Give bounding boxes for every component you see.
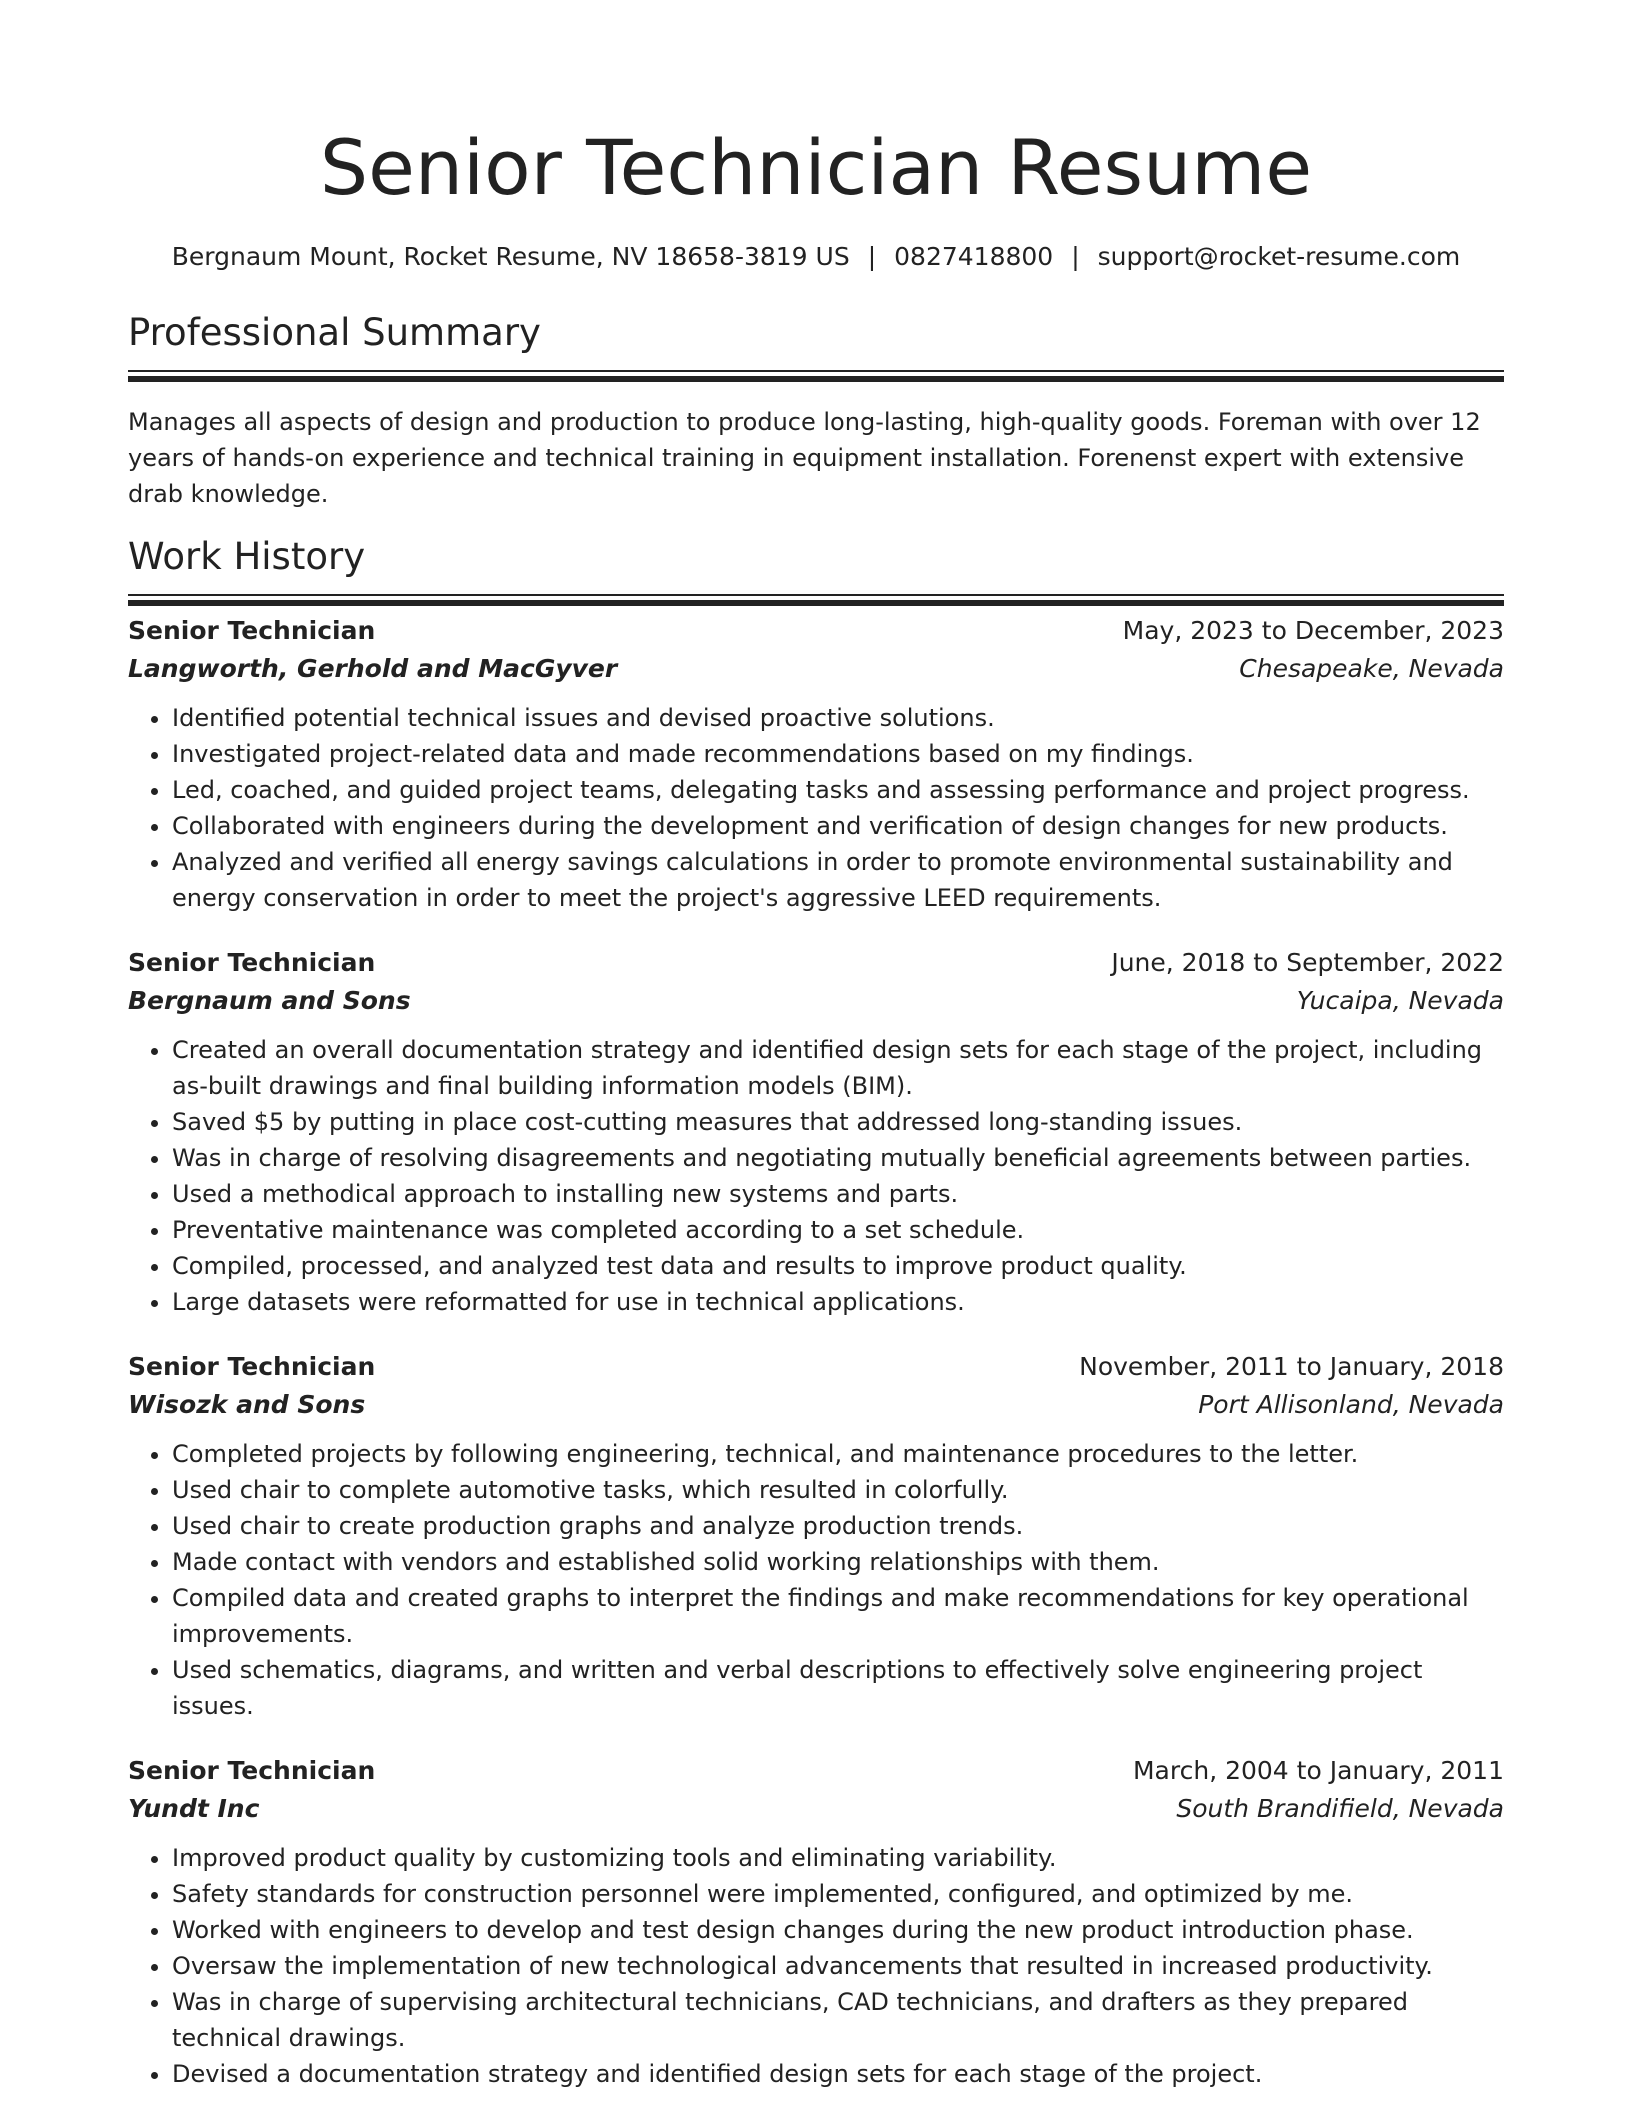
- job-duty-item: • Preventative maintenance was completed according to a set schedule.: [172, 1212, 1504, 1248]
- job-location: Chesapeake, Nevada: [1239, 654, 1504, 683]
- job-duty-item: • Was in charge of supervising architectural technicians, CAD technicians, and drafters as they prepared technical drawings.: [172, 1984, 1504, 2056]
- job-company: Wisozk and Sons: [128, 1390, 366, 1419]
- job-company: Bergnaum and Sons: [128, 986, 411, 1015]
- job-location: Port Allisonland, Nevada: [1198, 1390, 1504, 1419]
- job-duty-item: • Devised a documentation strategy and identified design sets for each stage of the project.: [172, 2056, 1504, 2092]
- contact-separator: |: [1071, 242, 1080, 271]
- job-duty-item: • Used a methodical approach to installing new systems and parts.: [172, 1176, 1504, 1212]
- job-title: Senior Technician: [128, 948, 376, 977]
- job-duty-item: • Compiled data and created graphs to interpret the findings and make recommendations for key operational improvements.: [172, 1580, 1504, 1652]
- contact-line: [128, 240, 1504, 274]
- job-duty-item: • Used chair to create production graphs and analyze production trends.: [172, 1508, 1504, 1544]
- job-duty-item: • Was in charge of resolving disagreements and negotiating mutually beneficial agreements between parties.: [172, 1140, 1504, 1176]
- job-entry: [128, 1752, 1504, 2092]
- job-entry: [128, 944, 1504, 1320]
- contact-separator: |: [867, 242, 877, 271]
- job-dates: June, 2018 to September, 2022: [1111, 948, 1504, 977]
- job-location: Yucaipa, Nevada: [1296, 986, 1504, 1015]
- job-title: Senior Technician: [128, 1352, 376, 1381]
- job-entry: [128, 1348, 1504, 1724]
- job-list: [128, 612, 1504, 2092]
- job-duties-list: [128, 700, 1504, 916]
- job-location: South Brandifield, Nevada: [1176, 1794, 1504, 1823]
- contact-phone: 0827418800: [894, 242, 1054, 271]
- job-dates: May, 2023 to December, 2023: [1122, 616, 1504, 645]
- section-heading-summary: Professional Summary: [128, 311, 541, 354]
- job-duty-item: • Investigated project-related data and made recommendations based on my findings.: [172, 736, 1504, 772]
- job-duty-item: • Oversaw the implementation of new technological advancements that resulted in increased productivity.: [172, 1948, 1504, 1984]
- job-company-row: [128, 982, 1504, 1020]
- job-duty-item: • Identified potential technical issues and devised proactive solutions.: [172, 700, 1504, 736]
- job-entry: [128, 612, 1504, 916]
- section-heading-work-history: Work History: [128, 535, 366, 578]
- job-header-row: [128, 1752, 1504, 1790]
- job-duties-list: [128, 1032, 1504, 1320]
- resume-page: [128, 118, 1504, 2092]
- job-duty-item: • Compiled, processed, and analyzed test data and results to improve product quality.: [172, 1248, 1504, 1284]
- job-title: Senior Technician: [128, 1756, 376, 1785]
- job-dates: November, 2011 to January, 2018: [1079, 1352, 1504, 1381]
- job-duty-item: • Collaborated with engineers during the development and verification of design changes for new products.: [172, 808, 1504, 844]
- job-duty-item: • Improved product quality by customizing tools and eliminating variability.: [172, 1840, 1504, 1876]
- job-duty-item: • Completed projects by following engineering, technical, and maintenance procedures to the letter.: [172, 1436, 1504, 1472]
- job-company: Langworth, Gerhold and MacGyver: [128, 654, 618, 683]
- job-company: Yundt Inc: [128, 1794, 260, 1823]
- job-dates: March, 2004 to January, 2011: [1132, 1756, 1504, 1785]
- job-duty-item: • Worked with engineers to develop and test design changes during the new product introduction phase.: [172, 1912, 1504, 1948]
- job-duty-item: • Used schematics, diagrams, and written and verbal descriptions to effectively solve engineering project issues.: [172, 1652, 1504, 1724]
- work-history-section: [128, 532, 1504, 2092]
- job-duty-item: • Created an overall documentation strategy and identified design sets for each stage of the project, including as-built drawings and final building information models (BIM).: [172, 1032, 1504, 1104]
- job-duties-list: [128, 1436, 1504, 1724]
- job-duty-item: • Safety standards for construction personnel were implemented, configured, and optimized by me.: [172, 1876, 1504, 1912]
- job-duty-item: • Analyzed and verified all energy savings calculations in order to promote environmental sustainability and energy conservation in order to meet the project's aggressive LEED requirements.: [172, 844, 1504, 916]
- section-divider: [128, 594, 1504, 596]
- contact-address: Bergnaum Mount, Rocket Resume, NV 18658-3819 US: [171, 242, 850, 271]
- job-duty-item: • Large datasets were reformatted for use in technical applications.: [172, 1284, 1504, 1320]
- job-duty-item: • Led, coached, and guided project teams, delegating tasks and assessing performance and project progress.: [172, 772, 1504, 808]
- job-header-row: [128, 944, 1504, 982]
- job-header-row: [128, 612, 1504, 650]
- contact-email[interactable]: support@rocket-resume.com: [1097, 242, 1461, 271]
- job-header-row: [128, 1348, 1504, 1386]
- job-duty-item: • Used chair to complete automotive tasks, which resulted in colorfully.: [172, 1472, 1504, 1508]
- job-company-row: [128, 1386, 1504, 1424]
- job-company-row: [128, 650, 1504, 688]
- job-duties-list: [128, 1840, 1504, 2092]
- job-title: Senior Technician: [128, 616, 376, 645]
- job-company-row: [128, 1790, 1504, 1828]
- summary-section: [128, 308, 1504, 512]
- summary-text: Manages all aspects of design and production to produce long-lasting, high-quality goods. Foreman with over 12 years of hands-on experience and technical training in equipment installation. Forenenst expert with extensive drab knowledge.: [128, 408, 1481, 508]
- job-duty-item: • Saved $5 by putting in place cost-cutting measures that addressed long-standing issues.: [172, 1104, 1504, 1140]
- resume-title: Senior Technician Resume: [319, 123, 1313, 212]
- section-divider: [128, 370, 1504, 372]
- job-duty-item: • Made contact with vendors and established solid working relationships with them.: [172, 1544, 1504, 1580]
